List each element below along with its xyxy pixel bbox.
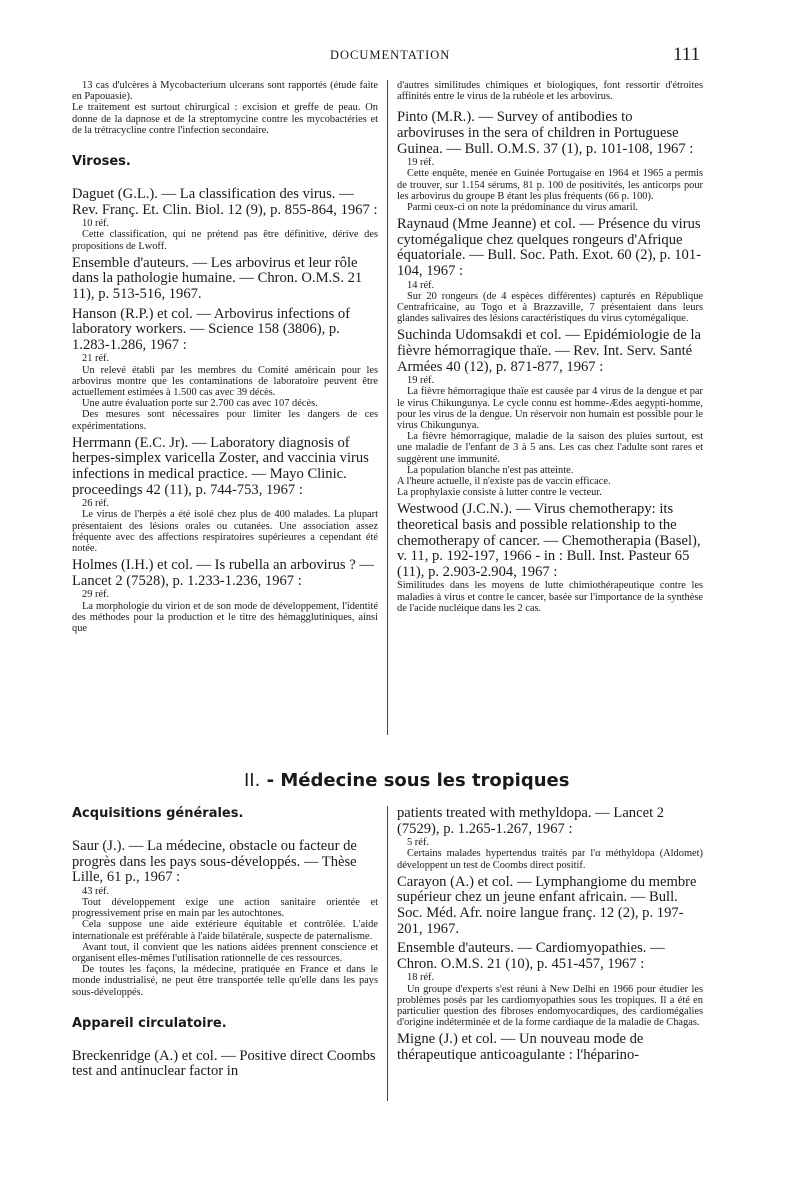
reference-count: 5 réf.	[407, 837, 429, 849]
entry-citation: Westwood (J.C.N.). — Virus chemotherapy: its theoretical basis and possible relationship to the chemotherapy of cancer. — Chemotherapia (Basel), v. 11, p. 192-197, 1966 - in : Bull. Inst. Pasteur 65 (11), p. 2.903-2.904, 1967 :	[397, 501, 701, 580]
entry-citation: Suchinda Udomsakdi et col. — Epidémiologie de la fièvre hémorragique thaïe. — Rev. Int. Serv. Santé Armées 40 (12), p. 871-877, 1967 :	[397, 327, 701, 375]
bibliography-entry	[397, 1032, 703, 1063]
bibliography-entry	[397, 217, 703, 324]
reference-count: 26 réf.	[82, 498, 110, 510]
reference-count: 18 réf.	[407, 972, 435, 984]
bibliography-entry	[397, 502, 703, 614]
abstract-paragraph: De toutes les façons, la médecine, pratiquée en France et dans le monde industrialisé, ne peut être transportée telle qu'elle dans les pays sous-développés.	[72, 964, 378, 998]
abstract-paragraph: Des mesures sont nécessaires pour limiter les dangers de ces expérimentations.	[72, 409, 378, 432]
entry-citation: Breckenridge (A.) et col. — Positive direct Coombs test and antinuclear factor in	[72, 1047, 376, 1080]
bibliography-entry	[72, 256, 378, 303]
right-column-bottom	[397, 806, 703, 1064]
category-heading: Acquisitions générales.	[72, 806, 244, 821]
reference-count: 14 réf.	[407, 279, 435, 291]
column-divider	[387, 806, 388, 1101]
reference-count: 21 réf.	[82, 353, 110, 365]
abstract-paragraph: Un relevé établi par les membres du Comité américain pour les arbovirus montre que les contaminations de laboratoire peuvent être actuellement estimées à 1.500 cas avec 39 décès.	[72, 364, 378, 398]
abstract-paragraph: A l'heure actuelle, il n'existe pas de vaccin efficace.	[397, 476, 611, 487]
entry-citation: Hanson (R.P.) et col. — Arbovirus infections of laboratory workers. — Science 158 (3806), p. 1.283-1.286, 1967 :	[72, 305, 351, 353]
abstract-paragraph: La prophylaxie consiste à lutter contre le vecteur.	[397, 487, 602, 499]
bibliography-entry	[397, 110, 703, 213]
abstract-paragraph: 13 cas d'ulcères à Mycobacterium ulcerans sont rapportés (étude faite en Papouasie).	[72, 80, 378, 103]
section-number: II.	[244, 770, 261, 791]
abstract-paragraph: Cette enquête, menée en Guinée Portugaise en 1964 et 1965 a permis de trouver, sur 1.154 sérums, 81 p. 100 de positivités, les anticorps pour les arbovirus du groupe B étant les plus fréquents (66 p. 100).	[397, 168, 703, 202]
reference-count: 43 réf.	[82, 885, 110, 897]
entry-citation: Carayon (A.) et col. — Lymphangiome du membre supérieur chez un jeune enfant africain. — Bull. Soc. Méd. Afr. noire langue franç. 12 (2), p. 197-201, 1967.	[397, 873, 697, 937]
bibliography-entry	[72, 187, 378, 252]
entry-citation: Herrmann (E.C. Jr). — Laboratory diagnosis of herpes-simplex varicella Zoster, and vaccinia virus infections in medical practice. — Mayo Clinic. proceedings 42 (11), p. 744-753, 1967 :	[72, 434, 369, 498]
entry-citation: Daguet (G.L.). — La classification des virus. — Rev. Franç. Et. Clin. Biol. 12 (9), p. 855-864, 1967 :	[72, 186, 378, 218]
abstract-paragraph: La fièvre hémorragique, maladie de la saison des pluies surtout, est une maladie de l'enfant de 3 à 5 ans. Les cas chez l'adulte sont rares et suggèrent une immunité.	[397, 431, 703, 465]
category-heading: Appareil circulatoire.	[72, 1015, 227, 1031]
abstract-paragraph: Parmi ceux-ci on note la prédominance du virus amaril.	[407, 202, 639, 213]
bibliography-entry	[72, 558, 378, 634]
abstract-paragraph: Un groupe d'experts s'est réuni à New Delhi en 1966 pour étudier les problèmes posés par les cardiomyopathies sous les tropiques. Il a été en particulier question des fibroses endomyocardiques, des cardiomégalies d'origine indéterminée et de la forme cardiaque de la maladie de Chagas.	[397, 983, 703, 1029]
abstract-paragraph: Une autre évaluation porte sur 2.700 cas avec 107 décès.	[82, 398, 318, 410]
reference-count: 10 réf.	[82, 218, 110, 230]
reference-count: 19 réf.	[407, 375, 435, 387]
running-title: DOCUMENTATION	[330, 48, 451, 62]
entry-citation: Saur (J.). — La médecine, obstacle ou facteur de progrès dans les pays sous-développés. — Thèse Lille, 61 p., 1967 :	[72, 838, 357, 886]
abstract-paragraph: Certains malades hypertendus traités par l'α méthyldopa (Aldomet) développent un test de Coombs direct positif.	[397, 848, 703, 871]
bibliography-entry	[397, 875, 703, 937]
category-heading: Viroses.	[72, 154, 131, 170]
bibliography-entry	[72, 839, 378, 998]
abstract-paragraph: Le virus de l'herpès a été isolé chez plus de 400 malades. La plupart présentaient des lésions orales ou cutanées. Une association assez fréquente avec des affections respiratoires supérieures a cependant été notée.	[72, 509, 378, 554]
left-column-bottom	[72, 806, 378, 1080]
bibliography-entry	[397, 941, 703, 1028]
bibliography-entry	[397, 806, 703, 871]
entry-citation: patients treated with methyldopa. — Lancet 2 (7529), p. 1.265-1.267, 1967 :	[397, 805, 665, 837]
abstract-paragraph: La morphologie du virion et de son mode de développement, l'identité des méthodes pour la production et le titre des hémagglutiniques, ainsi que	[72, 600, 378, 634]
abstract-paragraph: Similitudes dans les moyens de lutte chimiothérapeutique contre les maladies à virus et contre le cancer, basée sur l'importance de la synthèse de l'acide nucléique dans les 2 cas.	[397, 580, 703, 614]
reference-count: 19 réf.	[407, 157, 435, 169]
entry-citation: Pinto (M.R.). — Survey of antibodies to arboviruses in the sera of children in Portuguese Guinea. — Bull. O.M.S. 37 (1), p. 101-108, 1967 :	[397, 109, 694, 157]
abstract-paragraph: La population blanche n'est pas atteinte.	[407, 464, 574, 476]
abstract-paragraph: Cette classification, qui ne prétend pas être définitive, dérive des propositions de Lwoff.	[72, 229, 378, 252]
bibliography-entry	[72, 307, 378, 432]
abstract-paragraph: Tout développement exige une action sanitaire orientée et progressivement prise en main par les autochtones.	[72, 896, 378, 920]
entry-citation: Holmes (I.H.) et col. — Is rubella an arbovirus ? — Lancet 2 (7528), p. 1.233-1.236, 1967 :	[72, 557, 374, 589]
entry-citation: Migne (J.) et col. — Un nouveau mode de thérapeutique anticoagulante : l'héparino-	[397, 1031, 644, 1063]
abstract-paragraph: Le traitement est surtout chirurgical : excision et greffe de peau. On donne de la dapnose et de la streptomycine contre les mycobactéries et de la trétracycline contre l'infection secondaire.	[72, 102, 378, 136]
page-header	[0, 46, 800, 70]
entry-citation: Ensemble d'auteurs. — Les arbovirus et leur rôle dans la pathologie humaine. — Chron. O.M.S. 21 11), p. 513-516, 1967.	[72, 254, 363, 302]
section-title: - Médecine sous les tropiques	[266, 770, 570, 791]
abstract-paragraph: Cela suppose une aide extérieure équitable et contrôlée. L'aide internationale est préférable à l'aide bilatérale, suspecte de paternalisme.	[72, 919, 378, 942]
abstract-paragraph: Sur 20 rongeurs (de 4 espèces différentes) capturés en République Centrafricaine, au Togo et à Brazzaville, 7 présentaient dans leurs glandes salivaires des lésions caractéristiques du virus cytomégalique.	[397, 290, 703, 325]
reference-count: 29 réf.	[82, 589, 110, 601]
entry-citation: Raynaud (Mme Jeanne) et col. — Présence du virus cytomégalique chez quelques rongeurs d'Afrique équatoriale. — Bull. Soc. Path. Exot. 60 (2), p. 101-104, 1967 :	[397, 216, 701, 279]
section-heading	[244, 770, 584, 791]
right-column-top	[397, 80, 703, 614]
entry-citation: Ensemble d'auteurs. — Cardiomyopathies. — Chron. O.M.S. 21 (10), p. 451-457, 1967 :	[397, 940, 665, 972]
bibliography-entry	[397, 328, 703, 498]
bibliography-entry	[72, 1049, 378, 1080]
bibliography-entry	[72, 436, 378, 554]
page-number: 111	[673, 44, 701, 65]
abstract-paragraph: d'autres similitudes chimiques et biologiques, font ressortir d'étroites affinités entre le virus de la rubéole et les arbovirus.	[397, 80, 703, 103]
column-divider	[387, 80, 388, 735]
abstract-paragraph: La fièvre hémorragique thaïe est causée par 4 virus de la dengue et par le virus Chikungunya. Le cycle connu est homme-Ædes aegypti-homme, pour les virus de la dengue. Un réservoir non humain est possible pour le virus Chikungunya.	[397, 386, 703, 431]
left-column-top	[72, 80, 378, 634]
abstract-paragraph: Avant tout, il convient que les nations aidées prennent conscience et organisent elles-mêmes l'utilisation rationnelle de ces ressources.	[72, 941, 378, 964]
